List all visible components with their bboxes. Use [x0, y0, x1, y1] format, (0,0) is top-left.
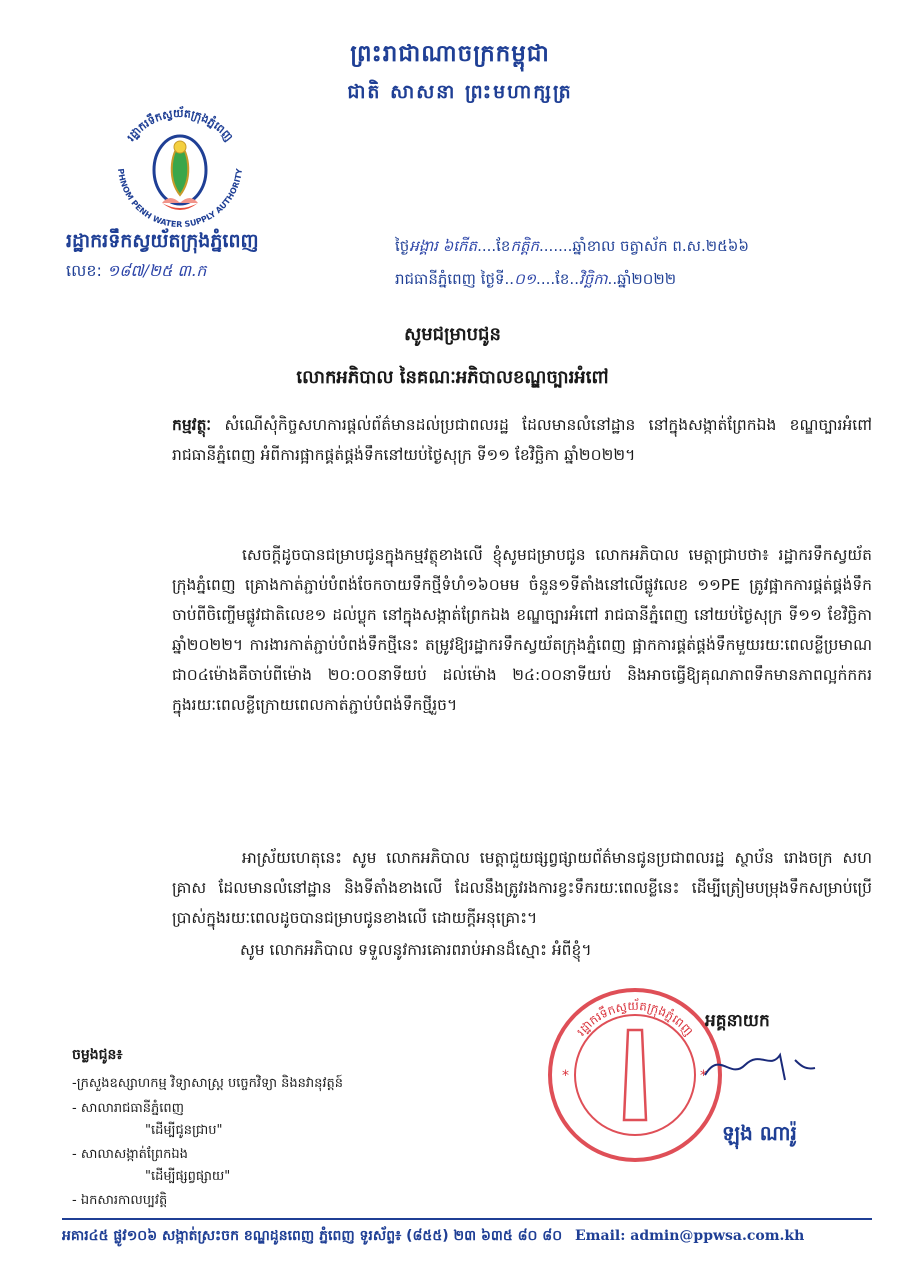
recipient-heading: លោកអភិបាល នៃគណៈអភិបាលខណ្ឌច្បារអំពៅ	[296, 367, 609, 388]
handwritten-signature	[700, 1040, 820, 1094]
subject-label: កម្មវត្ថុៈ	[172, 416, 212, 434]
body-paragraph-2: អាស្រ័យហេតុនេះ សូម លោកអភិបាល មេត្តាជួយផ្សព្វផ្សាយព័ត៌មានជូនប្រជាពលរដ្ឋ ស្ថាប័ន រោងចក្រ សហគ្រាស ដែលមានលំនៅដ្ឋាន និងទីតាំងខាងលើ ដែលនឹងត្រូវរងការខ្វះទឹករយៈពេលខ្លីនេះ ដើម្បីត្រៀមបម្រុងទឹកសម្រាប់ប្រើប្រាស់ក្នុងរយៈពេលដូចបានជម្រាបជូនខាងលើ ដោយក្ដីអនុគ្រោះ។	[172, 849, 872, 927]
organization-name: រដ្ឋាករទឹកស្វយ័តក្រុងភ្នំពេញ	[66, 230, 259, 252]
date2-suffix: ឆ្នាំ២០២២	[617, 270, 677, 288]
footer-divider	[62, 1218, 872, 1220]
cc-title: ចម្លងជូន៖	[72, 1047, 123, 1063]
date2-hand-month: វិច្ឆិកា	[578, 270, 608, 288]
svg-text:*: *	[562, 1068, 569, 1084]
date1-hand-month: កត្តិក	[510, 237, 540, 255]
date2-month-label: ខែ	[555, 270, 570, 288]
reference-label: លេខ:	[66, 261, 102, 280]
solar-date-line: រាជធានីភ្នំពេញ ថ្ងៃទី..០១....ខែ..វិច្ឆិកា..ឆ្នាំ២០២២	[395, 270, 677, 288]
stamp-text: រដ្ឋាករទឹកស្វយ័តក្រុងភ្នំពេញ	[573, 998, 696, 1039]
signatory-role: អគ្គនាយក	[705, 1011, 770, 1031]
ppwsa-logo	[100, 95, 260, 245]
footer-contact	[62, 1226, 872, 1247]
date1-suffix: ឆ្នាំខាល ចត្វាស័ក ព.ស.២៥៦៦	[572, 237, 749, 255]
date2-prefix: រាជធានីភ្នំពេញ ថ្ងៃទី	[395, 270, 505, 288]
cc-item-note: "ដើម្បីផ្សព្វផ្សាយ"	[145, 1169, 231, 1184]
subject-block	[172, 410, 872, 470]
kingdom-heading: ព្រះរាជាណាចក្រកម្ពុជា	[350, 41, 550, 67]
date2-hand-day: ០១	[514, 270, 537, 288]
national-motto: ជាតិ សាសនា ព្រះមហាក្សត្រ	[347, 81, 573, 103]
closing-line: សូម លោកអភិបាល ទទួលនូវការគោរពរាប់អានដ៏ស្មោះ អំពីខ្ញុំ។	[240, 941, 592, 959]
subject-text: សំណើសុំកិច្ចសហការផ្ដល់ព័ត៌មានដល់ប្រជាពលរដ្ឋ ដែលមានលំនៅដ្ឋាន នៅក្នុងសង្កាត់ព្រែកឯង ខណ្ឌច្បារអំពៅ រាជធានីភ្នំពេញ អំពីការផ្អាកផ្គត់ផ្គង់ទឹកនៅយប់ថ្ងៃសុក្រ ទី១១ ខែវិច្ឆិកា ឆ្នាំ២០២២។	[172, 416, 872, 464]
footer-address: អគារ៤៥ ផ្លូវ១០៦ សង្កាត់ស្រះចក ខណ្ឌដូនពេញ ភ្នំពេញ ទូរស័ព្ទ៖ (៨៥៥) ២៣ ៦៣៥ ៨០ ៨០	[62, 1228, 563, 1244]
date1-prefix: ថ្ងៃ	[395, 237, 410, 255]
cc-item: - សាលាសង្កាត់ព្រែកឯង	[72, 1147, 188, 1162]
cc-item-note: "ដើម្បីជូនជ្រាប"	[145, 1123, 223, 1138]
salutation-heading: សូមជម្រាបជូន	[404, 324, 501, 345]
svg-text:*: *	[700, 1068, 707, 1084]
footer-email: Email: admin@ppwsa.com.kh	[575, 1228, 805, 1244]
date1-month-label: ខែ	[496, 237, 511, 255]
lunar-date-line: ថ្ងៃអង្គារ ៦កើត....ខែកត្តិក.......ឆ្នាំខាល ចត្វាស័ក ព.ស.២៥៦៦	[395, 237, 749, 255]
reference-handwritten: ១៨៧/២៥ ៣.ក	[106, 261, 207, 280]
logo-khmer-text: រដ្ឋាករទឹកស្វយ័តក្រុងភ្នំពេញ	[124, 106, 236, 144]
svg-text:រដ្ឋាករទឹកស្វយ័តក្រុងភ្នំពេញ	[124, 106, 235, 144]
cc-item: - ឯកសារកាលប្បវត្តិ	[72, 1193, 168, 1208]
signatory-name: ឡុង ណារ៉ូ	[722, 1121, 797, 1145]
body-paragraph-1: សេចក្ដីដូចបានជម្រាបជូនក្នុងកម្មវត្ថុខាងលើ ខ្ញុំសូមជម្រាបជូន លោកអភិបាល មេត្តាជ្រាបថា៖ រដ្ឋាករទឹកស្វយ័តក្រុងភ្នំពេញ គ្រោងកាត់ភ្ជាប់បំពង់ចែកចាយទឹកថ្មីទំហំ១៦០មម ចំនួន១ទីតាំងនៅលើផ្លូវលេខ ១១PE ត្រូវផ្អាកការផ្គត់ផ្គង់ទឹកចាប់ពីចិញ្ចើមផ្លូវជាតិលេខ១ ដល់ប្លុក នៅក្នុងសង្កាត់ព្រែកឯង ខណ្ឌច្បារអំពៅ រាជធានីភ្នំពេញ នៅយប់ថ្ងៃសុក្រ ទី១១ ខែវិច្ឆិកា ឆ្នាំ២០២២។ ការងារកាត់ភ្ជាប់បំពង់ទឹកថ្មីនេះ តម្រូវឱ្យរដ្ឋាករទឹកស្វយ័តក្រុងភ្នំពេញ ផ្អាកការផ្គត់ផ្គង់ទឹកមួយរយៈពេលខ្លីប្រមាណជា០៤ម៉ោងគឺចាប់ពីម៉ោង ២០:០០នាទីយប់ ដល់ម៉ោង ២៤:០០នាទីយប់ និងអាចធ្វើឱ្យគុណភាពទឹកមានភាពល្អក់កករក្នុងរយៈពេលខ្លីក្រោយពេលកាត់ភ្ជាប់បំពង់ទឹកថ្មីរួច។	[172, 546, 872, 714]
date1-hand-day: អង្គារ ៦កើត	[409, 237, 478, 255]
cc-item: - សាលារាជធានីភ្នំពេញ	[72, 1101, 184, 1116]
cc-item: -ក្រសួងឧស្សាហកម្ម វិទ្យាសាស្ត្រ បច្ចេកវិទ្យា និងនវានុវត្តន៍	[72, 1076, 344, 1091]
logo-english-text: PHNOM PENH WATER SUPPLY AUTHORITY	[116, 168, 244, 230]
reference-number	[66, 260, 206, 284]
